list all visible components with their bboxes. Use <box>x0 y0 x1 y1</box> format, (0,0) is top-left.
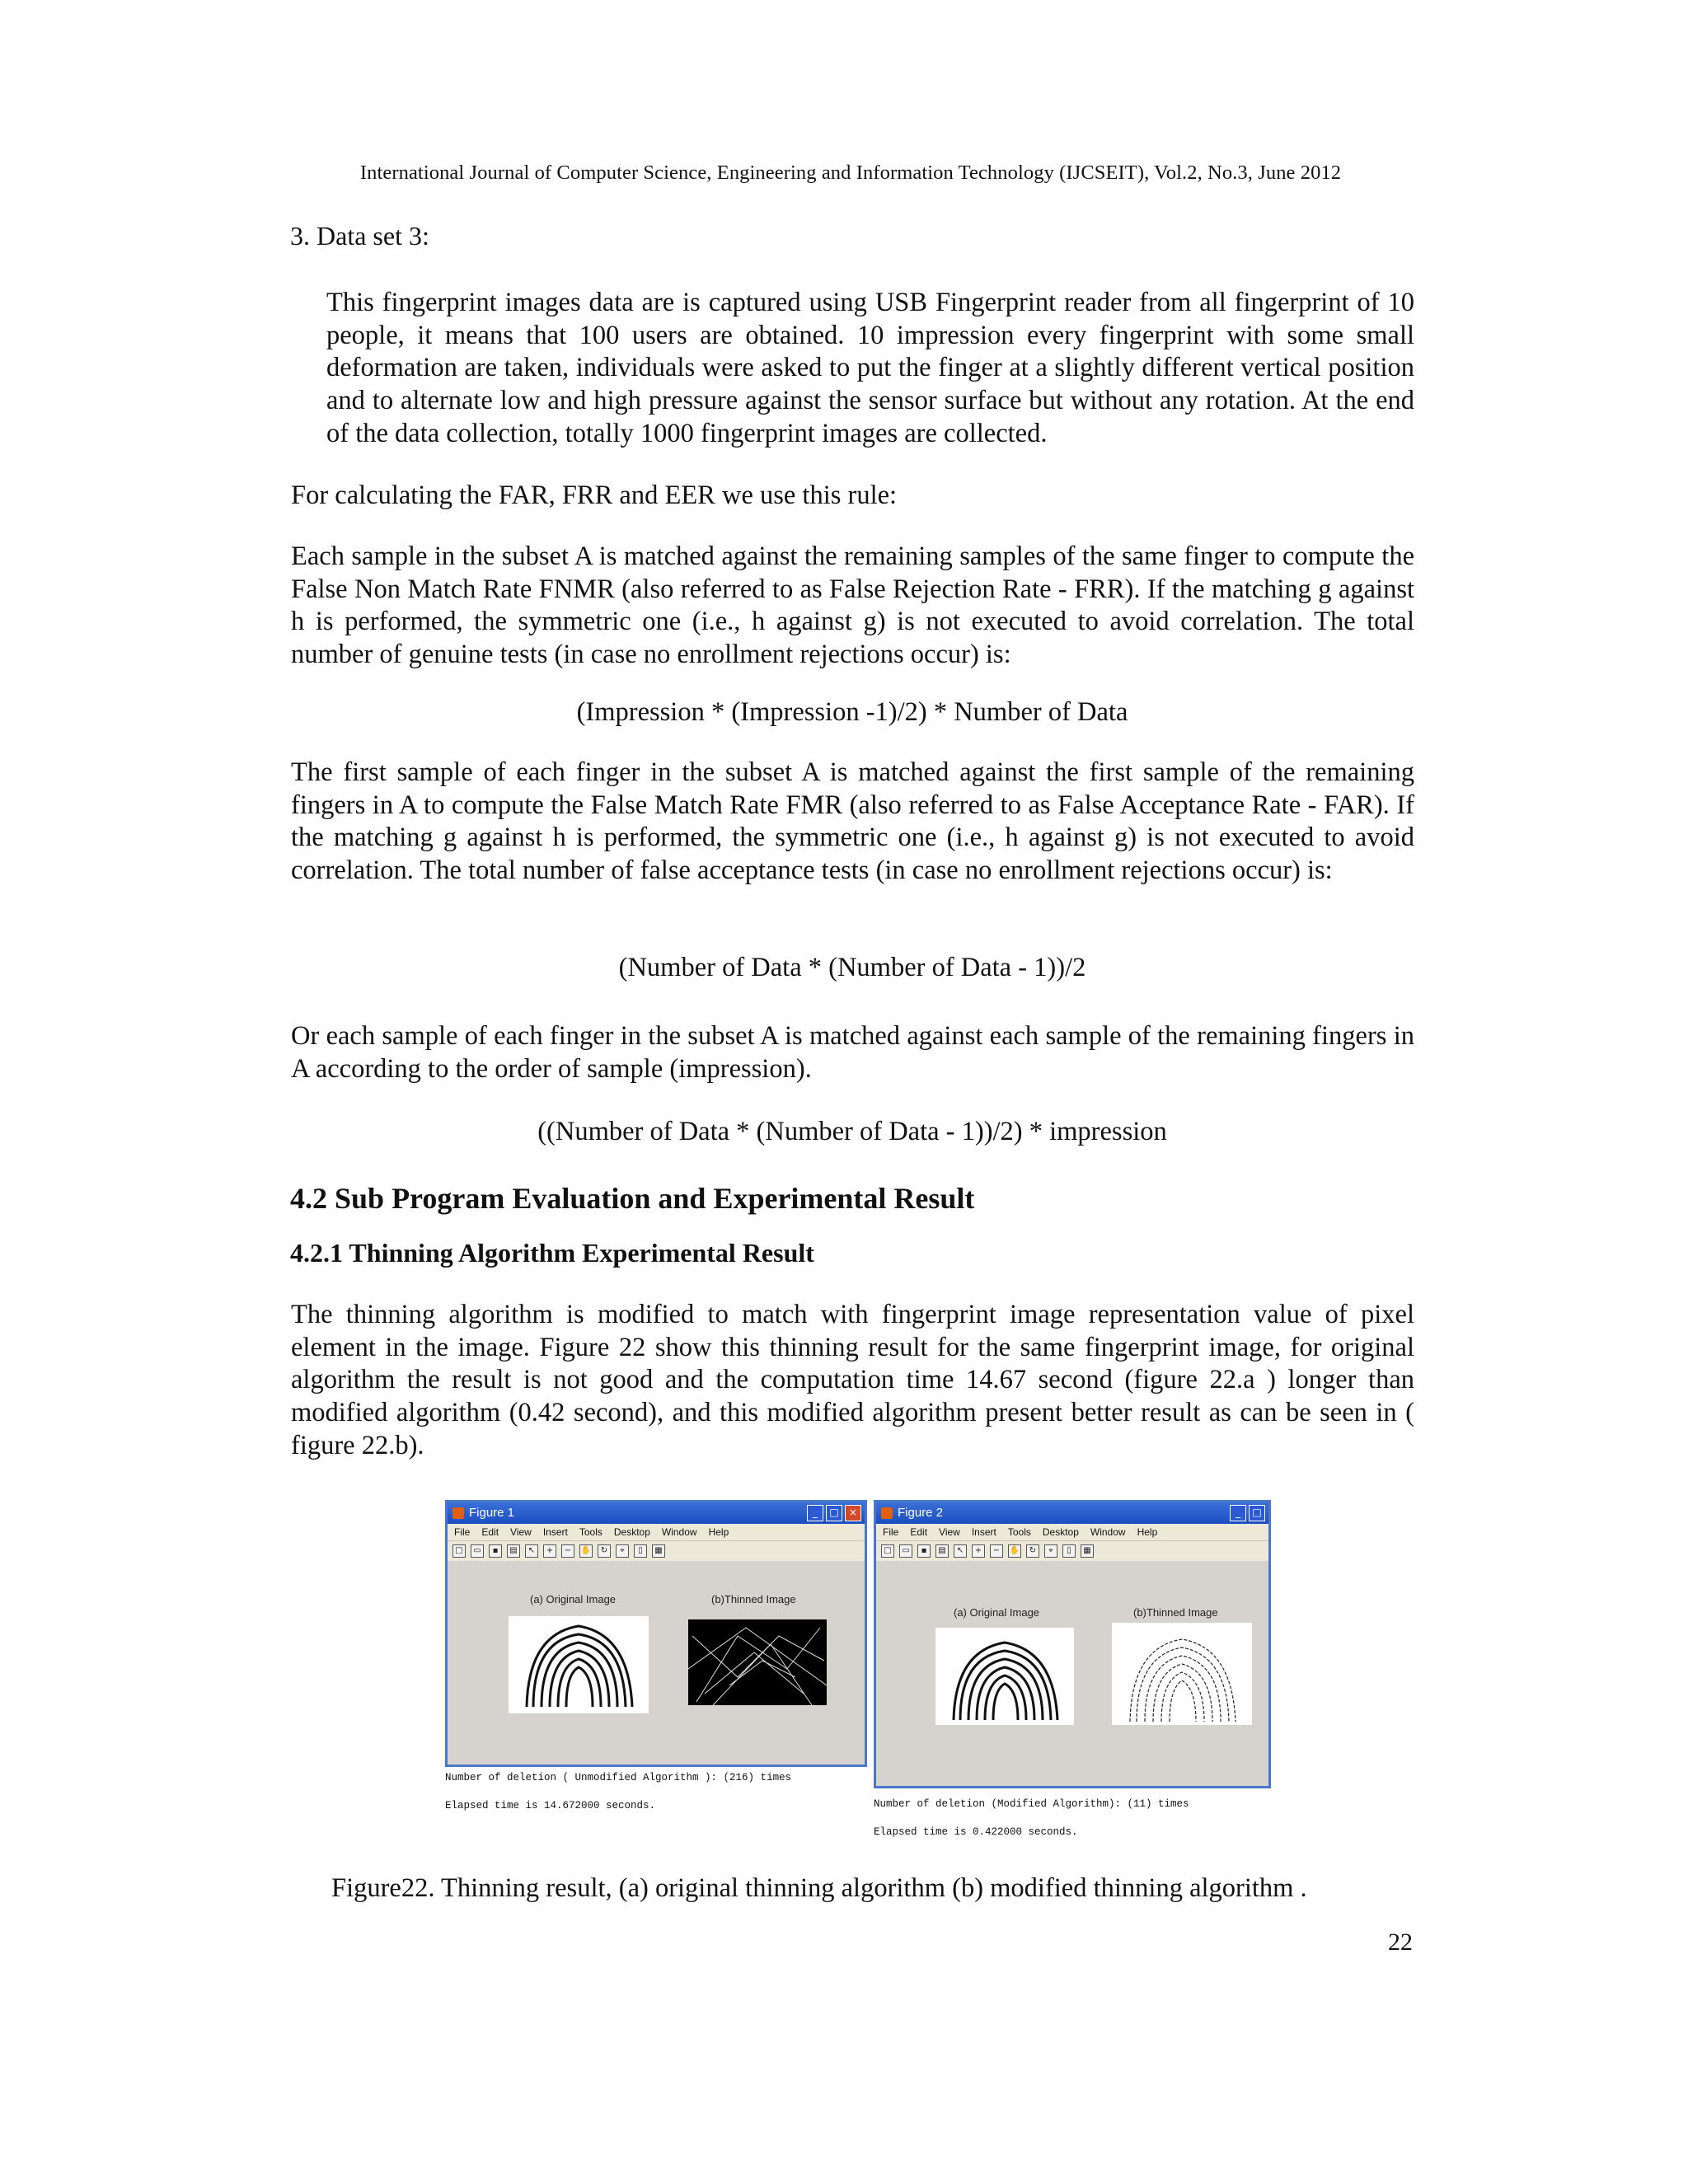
menu-insert[interactable]: Insert <box>542 1526 568 1538</box>
data-set-heading: 3. Data set 3: <box>290 221 429 251</box>
zoom-in-icon[interactable]: + <box>972 1544 985 1558</box>
window-b-title: Figure 2 <box>898 1506 944 1520</box>
matlab-window-a <box>445 1500 867 1767</box>
thinned-fingerprint-image-a <box>688 1619 827 1705</box>
rotate-icon[interactable]: ↻ <box>1026 1544 1039 1558</box>
menu-edit[interactable]: Edit <box>910 1526 928 1538</box>
window-a-toolbar <box>448 1540 865 1561</box>
window-a-label-original: (a) Original Image <box>530 1593 617 1605</box>
matlab-window-b <box>874 1500 1271 1788</box>
thinning-paragraph: The thinning algorithm is modified to match with fingerprint image representation value of pixel element in the image. Figure 22 show this thinning result for the same fingerprint image, for original algorithm the result is not good and the computation time 14.67 second (figure 22.a ) longer than modified algorithm (0.42 second), and this modified algorithm present better result as can be seen in ( figure 22.b). <box>291 1300 1414 1460</box>
thinned-fingerprint-image-b <box>1112 1623 1252 1725</box>
new-figure-icon[interactable]: □ <box>452 1544 466 1558</box>
pan-icon[interactable]: ✋ <box>1008 1544 1021 1558</box>
menu-edit[interactable]: Edit <box>481 1526 499 1538</box>
matlab-icon <box>881 1507 893 1519</box>
section-heading: 4.2 Sub Program Evaluation and Experimental Result <box>290 1182 975 1215</box>
window-b-label-original: (a) Original Image <box>954 1606 1040 1619</box>
original-fingerprint-image-a <box>509 1616 649 1713</box>
rule-intro: For calculating the FAR, FRR and EER we use this rule: <box>291 480 898 510</box>
data-cursor-icon[interactable]: ⌖ <box>1044 1544 1057 1558</box>
window-b-titlebar <box>876 1502 1268 1524</box>
menu-window[interactable]: Window <box>661 1526 697 1538</box>
formula-genuine-tests: (Impression * (Impression -1)/2) * Number of Data <box>576 697 1128 727</box>
menu-file[interactable]: File <box>454 1526 471 1538</box>
zoom-out-icon[interactable]: − <box>990 1544 1003 1558</box>
menu-insert[interactable]: Insert <box>971 1526 996 1538</box>
fnmr-paragraph: Each sample in the subset A is matched against the remaining samples of the same finger to compute the False Non Match Rate FNMR (also referred to as False Rejection Rate - FRR). If the matching g against h is performed, the symmetric one (i.e., h against g) is not executed to avoid correlation. The total number of genuine tests (in case no enrollment rejections occur) is: <box>291 541 1414 670</box>
maximize-icon[interactable]: □ <box>826 1505 842 1521</box>
minimize-icon[interactable]: _ <box>1230 1505 1246 1521</box>
pointer-icon[interactable]: ↖ <box>954 1544 967 1558</box>
or-paragraph: Or each sample of each finger in the subset A is matched against each sample of the remaining fingers in A according to the order of sample (impression). <box>291 1021 1414 1084</box>
thinned-ridges-b <box>1112 1623 1252 1725</box>
running-head: International Journal of Computer Science, Engineering and Information Technology (IJCSEIT), Vol.2, No.3, June 2012 <box>359 162 1342 184</box>
minimize-icon[interactable]: _ <box>807 1505 823 1521</box>
menu-file[interactable]: File <box>883 1526 899 1538</box>
colorbar-icon[interactable]: ▯ <box>1062 1544 1076 1558</box>
menu-view[interactable]: View <box>939 1526 960 1538</box>
maximize-icon[interactable]: □ <box>1249 1505 1265 1521</box>
menu-desktop[interactable]: Desktop <box>613 1526 650 1538</box>
window-a-console-line-2: Elapsed time is 14.672000 seconds. <box>445 1800 656 1811</box>
fmr-paragraph: The first sample of each finger in the subset A is matched against the first sample of the remaining fingers in A to compute the False Match Rate FMR (also referred to as False Acceptance Rate - FAR). If the matching g against h is performed, the symmetric one (i.e., h against g) is not executed to avoid correlation. The total number of false acceptance tests (in case no enrollment rejections occur) is: <box>291 757 1414 886</box>
menu-help[interactable]: Help <box>1137 1526 1158 1538</box>
window-a-menubar <box>448 1524 865 1540</box>
formula-impression-tests: ((Number of Data * (Number of Data - 1))/2) * impression <box>537 1117 1167 1146</box>
window-b-console-line-1: Number of deletion (Modified Algorithm): (11) times <box>874 1798 1189 1810</box>
menu-tools[interactable]: Tools <box>579 1526 603 1538</box>
new-figure-icon[interactable]: □ <box>881 1544 894 1558</box>
print-icon[interactable]: ▤ <box>935 1544 949 1558</box>
save-icon[interactable]: ▪ <box>917 1544 931 1558</box>
colorbar-icon[interactable]: ▯ <box>634 1544 647 1558</box>
open-file-icon[interactable]: ▭ <box>899 1544 912 1558</box>
zoom-out-icon[interactable]: − <box>561 1544 574 1558</box>
menu-tools[interactable]: Tools <box>1007 1526 1031 1538</box>
pointer-icon[interactable]: ↖ <box>525 1544 538 1558</box>
window-a-title: Figure 1 <box>469 1506 515 1520</box>
thinned-ridges-a <box>688 1619 827 1705</box>
save-icon[interactable]: ▪ <box>489 1544 502 1558</box>
subsection-heading: 4.2.1 Thinning Algorithm Experimental Result <box>290 1238 814 1268</box>
rotate-icon[interactable]: ↻ <box>598 1544 611 1558</box>
fingerprint-ridges-a <box>509 1616 649 1713</box>
fingerprint-ridges-b <box>935 1628 1074 1725</box>
figure-window-a <box>445 1500 867 1843</box>
menu-help[interactable]: Help <box>708 1526 729 1538</box>
menu-window[interactable]: Window <box>1090 1526 1126 1538</box>
close-icon[interactable]: × <box>845 1505 861 1521</box>
window-b-console-line-2: Elapsed time is 0.422000 seconds. <box>874 1826 1078 1838</box>
figure-window-b <box>874 1500 1271 1843</box>
zoom-in-icon[interactable]: + <box>543 1544 556 1558</box>
window-a-titlebar <box>448 1502 865 1524</box>
window-b-label-thinned: (b)Thinned Image <box>1133 1606 1218 1619</box>
pan-icon[interactable]: ✋ <box>579 1544 593 1558</box>
data-cursor-icon[interactable]: ⌖ <box>616 1544 629 1558</box>
data-set-paragraph: This fingerprint images data are is captured using USB Fingerprint reader from all fingerprint of 10 people, it means that 100 users are obtained. 10 impression every fingerprint with some small deformation are taken, individuals were asked to put the finger at a slightly different vertical position and to alternate low and high pressure against the sensor surface but without any rotation. At the end of the data collection, totally 1000 fingerprint images are collected. <box>326 288 1414 448</box>
window-a-console-line-1: Number of deletion ( Unmodified Algorithm ): (216) times <box>445 1772 792 1783</box>
window-a-label-thinned: (b)Thinned Image <box>711 1593 796 1605</box>
legend-icon[interactable]: ▦ <box>652 1544 665 1558</box>
menu-desktop[interactable]: Desktop <box>1042 1526 1079 1538</box>
print-icon[interactable]: ▤ <box>507 1544 520 1558</box>
menu-view[interactable]: View <box>510 1526 532 1538</box>
window-b-toolbar <box>876 1540 1268 1561</box>
matlab-icon <box>452 1507 464 1519</box>
original-fingerprint-image-b <box>935 1628 1074 1725</box>
formula-false-acceptance-tests: (Number of Data * (Number of Data - 1))/2 <box>618 953 1086 982</box>
figure-caption: Figure22. Thinning result, (a) original thinning algorithm (b) modified thinning algorithm . <box>331 1873 1307 1903</box>
open-file-icon[interactable]: ▭ <box>471 1544 484 1558</box>
legend-icon[interactable]: ▦ <box>1081 1544 1094 1558</box>
window-b-menubar <box>876 1524 1268 1540</box>
page-number: 22 <box>1388 1929 1413 1956</box>
